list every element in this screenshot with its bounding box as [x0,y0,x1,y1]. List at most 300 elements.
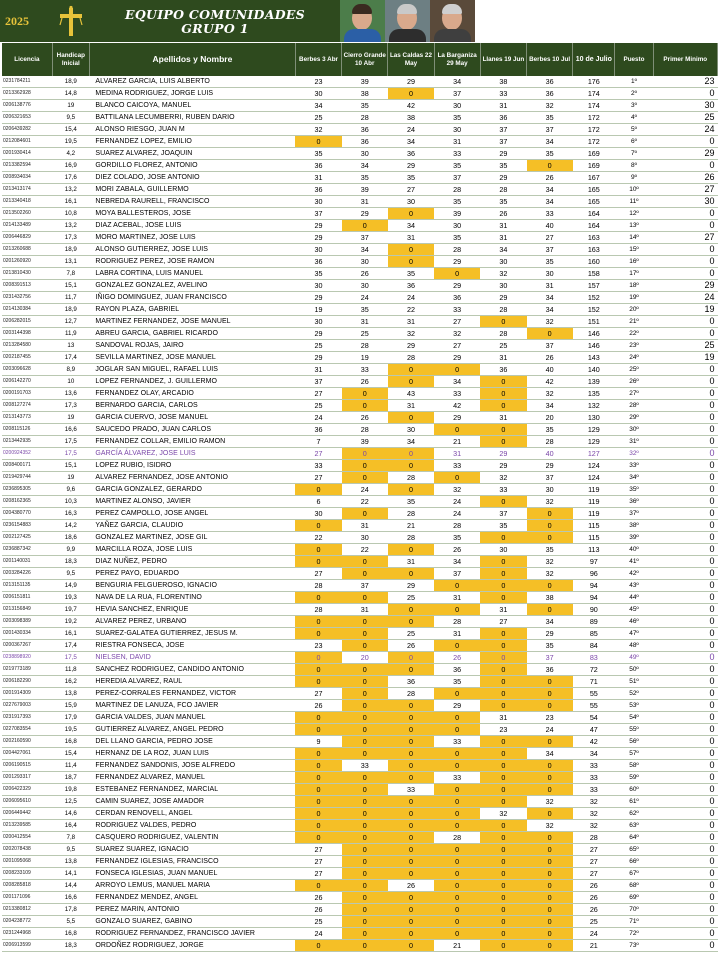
round-score: 0 [342,640,388,652]
round-score: 0 [434,640,480,652]
table-row [2,880,718,892]
round-score: 0 [295,484,341,496]
round-score: 0 [480,688,526,700]
licence-cell: 0206095610 [2,796,52,808]
round-score: 28 [434,520,480,532]
round-score: 0 [388,712,434,724]
round-score: 30 [295,508,341,520]
round-score: 37 [480,124,526,136]
round-score: 0 [480,700,526,712]
round-score: 35 [527,148,573,160]
table-row [2,508,718,520]
first-minimum-cell: 0 [653,868,717,880]
handicap-cell: 17,4 [52,640,89,652]
licence-cell: 0200191703 [2,388,52,400]
round-score: 27 [527,232,573,244]
round-score: 0 [527,688,573,700]
table-row [2,592,718,604]
round-score: 28 [434,616,480,628]
table-row [2,820,718,832]
player-name: BATTILANA LECUMBERRI, RUBEN DARIO [89,112,295,124]
round-score: 0 [342,808,388,820]
handicap-cell: 14,9 [52,580,89,592]
round-score: 0 [342,700,388,712]
table-row [2,472,718,484]
round-score: 26 [342,376,388,388]
handicap-cell: 16,8 [52,928,89,940]
round-score: 0 [527,604,573,616]
round-score: 0 [342,820,388,832]
table-row [2,160,718,172]
licence-cell: 0206138776 [2,100,52,112]
total-score: 139 [573,376,615,388]
player-name: HERNANZ DE LA ROZ, JUAN LUIS [89,748,295,760]
round-score: 34 [295,100,341,112]
licence-cell: 0208285818 [2,880,52,892]
table-row [2,676,718,688]
col-round-3: Las Caldas 22 May [388,43,434,76]
table-row [2,928,718,940]
table-row [2,424,718,436]
position-cell: 6º [615,136,653,148]
round-score: 31 [434,448,480,460]
round-score: 0 [388,568,434,580]
round-score: 31 [480,232,526,244]
player-name: GONZALEZ GONZALEZ, AVELINO [89,280,295,292]
total-score: 90 [573,604,615,616]
round-score: 0 [527,700,573,712]
total-score: 152 [573,304,615,316]
player-name: PEREZ MARIN, ANTONIO [89,904,295,916]
player-name: IÑIGO DOMINGUEZ, JUAN FRANCISCO [89,292,295,304]
first-minimum-cell: 0 [653,880,717,892]
round-score: 30 [388,424,434,436]
position-cell: 33º [615,460,653,472]
position-cell: 39º [615,532,653,544]
table-row [2,556,718,568]
round-score: 0 [480,592,526,604]
round-score: 0 [342,676,388,688]
round-score: 22 [388,304,434,316]
table-row [2,400,718,412]
round-score: 0 [434,856,480,868]
total-score: 42 [573,736,615,748]
table-row [2,784,718,796]
round-score: 31 [480,712,526,724]
table-row [2,352,718,364]
round-score: 29 [342,208,388,220]
total-score: 97 [573,556,615,568]
table-row [2,460,718,472]
handicap-cell: 10,8 [52,208,89,220]
licence-cell: 0201171096 [2,892,52,904]
player-photo [385,0,430,42]
handicap-cell: 9,6 [52,484,89,496]
player-name: MARTINEZ DE LANUZA, FCO JAVIER [89,700,295,712]
first-minimum-cell: 0 [653,556,717,568]
round-score: 0 [388,256,434,268]
licence-cell: 0238898920 [2,652,52,664]
round-score: 9 [295,736,341,748]
round-score: 0 [295,628,341,640]
table-row [2,412,718,424]
round-score: 30 [342,256,388,268]
handicap-cell: 17,3 [52,232,89,244]
round-score: 35 [434,532,480,544]
round-score: 28 [480,184,526,196]
first-minimum-cell: 0 [653,568,717,580]
round-score: 39 [342,436,388,448]
player-name: SUAREZ SUAREZ, IGNACIO [89,844,295,856]
position-cell: 65º [615,844,653,856]
table-row [2,232,718,244]
round-score: 0 [434,604,480,616]
position-cell: 3º [615,100,653,112]
first-minimum-cell: 24 [653,124,717,136]
round-score: 0 [434,748,480,760]
round-score: 39 [434,208,480,220]
handicap-cell: 18,3 [52,940,89,952]
table-row [2,304,718,316]
player-name: SUAREZ-GALATEA GUTIERREZ, JESUS M. [89,628,295,640]
total-score: 21 [573,940,615,952]
round-score: 28 [434,184,480,196]
player-name: MORO MARTINEZ, JOSE LUIS [89,232,295,244]
table-row [2,76,718,88]
first-minimum-cell: 25 [653,112,717,124]
round-score: 35 [295,148,341,160]
round-score: 26 [342,412,388,424]
position-cell: 56º [615,736,653,748]
table-row [2,892,718,904]
round-score: 0 [295,520,341,532]
col-position: Puesto [615,43,653,76]
handicap-cell: 9,5 [52,844,89,856]
header-banner [0,0,475,42]
round-score: 0 [480,556,526,568]
round-score: 0 [527,160,573,172]
handicap-cell: 12,5 [52,796,89,808]
first-minimum-cell: 0 [653,508,717,520]
round-score: 0 [480,388,526,400]
first-minimum-cell: 0 [653,580,717,592]
total-score: 24 [573,928,615,940]
total-score: 163 [573,232,615,244]
round-score: 0 [527,532,573,544]
total-score: 119 [573,484,615,496]
player-name: GUTIERREZ ALVAREZ, ANGEL PEDRO [89,724,295,736]
total-score: 32 [573,796,615,808]
col-first-minimum: Primer Minimo [653,43,717,76]
round-score: 26 [480,208,526,220]
licence-cell: 0213156849 [2,604,52,616]
round-score: 30 [480,256,526,268]
round-score: 0 [480,916,526,928]
round-score: 36 [295,256,341,268]
player-name: ALONSO GUTIERREZ, JOSE LUIS [89,244,295,256]
licence-cell: 0202160590 [2,736,52,748]
round-score: 0 [342,556,388,568]
round-score: 31 [480,412,526,424]
first-minimum-cell: 0 [653,268,717,280]
handicap-cell: 17,8 [52,904,89,916]
position-cell: 53º [615,700,653,712]
first-minimum-cell: 0 [653,664,717,676]
position-cell: 64º [615,832,653,844]
first-minimum-cell: 23 [653,76,717,88]
table-row [2,772,718,784]
licence-cell: 0202078438 [2,844,52,856]
round-score: 31 [434,136,480,148]
first-minimum-cell: 19 [653,304,717,316]
handicap-cell: 19,2 [52,616,89,628]
round-score: 0 [527,916,573,928]
round-score: 0 [295,676,341,688]
player-photos [340,0,475,42]
round-score: 30 [480,280,526,292]
player-name: HEVIA SANCHEZ, ENRIQUE [89,604,295,616]
round-score: 24 [527,724,573,736]
round-score: 31 [388,400,434,412]
round-score: 34 [434,556,480,568]
round-score: 0 [527,508,573,520]
handicap-cell: 16,6 [52,892,89,904]
total-score: 25 [573,916,615,928]
round-score: 26 [342,268,388,280]
position-cell: 27º [615,388,653,400]
position-cell: 42º [615,568,653,580]
round-score: 28 [295,604,341,616]
round-score: 36 [480,364,526,376]
player-name: ALVAREZ PEREZ, URBANO [89,616,295,628]
table-row [2,436,718,448]
player-name: MORI ZABALA, GUILLERMO [89,184,295,196]
round-score: 30 [480,544,526,556]
first-minimum-cell: 26 [653,172,717,184]
round-score: 28 [342,424,388,436]
total-score: 55 [573,700,615,712]
handicap-cell: 7,8 [52,268,89,280]
total-score: 164 [573,220,615,232]
round-score: 0 [527,868,573,880]
table-row [2,448,718,460]
player-name: SUAREZ ALVAREZ, JOAQUIN [89,148,295,160]
licence-cell: 0219429744 [2,472,52,484]
round-score: 35 [480,196,526,208]
round-score: 23 [480,724,526,736]
licence-cell: 0206182290 [2,676,52,688]
total-score: 27 [573,868,615,880]
licence-cell: 0208400171 [2,460,52,472]
round-score: 0 [480,928,526,940]
handicap-cell: 5,5 [52,916,89,928]
first-minimum-cell: 0 [653,856,717,868]
table-row [2,700,718,712]
round-score: 29 [434,352,480,364]
licence-cell: 0227083554 [2,724,52,736]
round-score: 0 [434,724,480,736]
round-score: 36 [434,292,480,304]
handicap-cell: 19,3 [52,592,89,604]
round-score: 0 [434,784,480,796]
table-row [2,124,718,136]
licence-cell: 0203284226 [2,568,52,580]
player-name: DIEZ COLADO, JOSE ANTONIO [89,172,295,184]
round-score: 32 [527,100,573,112]
table-row [2,604,718,616]
round-score: 0 [342,616,388,628]
round-score: 0 [295,556,341,568]
round-score: 28 [434,832,480,844]
player-name: ALONSO RIESGO, JUAN M [89,124,295,136]
player-name: RIESTRA FONSECA, JOSE [89,640,295,652]
table-row [2,532,718,544]
table-row [2,220,718,232]
total-score: 124 [573,472,615,484]
position-cell: 58º [615,760,653,772]
table-row [2,724,718,736]
table-row [2,340,718,352]
total-score: 127 [573,448,615,460]
round-score: 36 [342,136,388,148]
licence-cell: 0214130384 [2,304,52,316]
round-score: 0 [388,748,434,760]
round-score: 28 [388,508,434,520]
table-body [2,76,718,952]
round-score: 31 [342,196,388,208]
round-score: 37 [527,244,573,256]
round-score: 0 [480,868,526,880]
total-score: 34 [573,748,615,760]
round-score: 23 [295,640,341,652]
player-name: BENGURIA FELGUEROSO, IGNACIO [89,580,295,592]
handicap-cell: 19,8 [52,784,89,796]
round-score: 0 [480,856,526,868]
licence-cell: 0201293317 [2,772,52,784]
table-row [2,388,718,400]
total-score: 33 [573,772,615,784]
first-minimum-cell: 0 [653,760,717,772]
handicap-cell: 18,9 [52,244,89,256]
licence-cell: 0206913599 [2,940,52,952]
first-minimum-cell: 0 [653,784,717,796]
round-score: 31 [388,556,434,568]
position-cell: 22º [615,328,653,340]
handicap-cell: 13,1 [52,256,89,268]
handicap-cell: 17,6 [52,172,89,184]
round-score: 31 [295,172,341,184]
first-minimum-cell: 27 [653,184,717,196]
round-score: 26 [295,904,341,916]
table-row [2,172,718,184]
round-score: 0 [480,748,526,760]
total-score: 71 [573,676,615,688]
round-score: 39 [342,184,388,196]
round-score: 0 [480,760,526,772]
round-score: 0 [342,220,388,232]
total-score: 115 [573,520,615,532]
player-name: NEBREDA RAURELL, FRANCISCO [89,196,295,208]
position-cell: 4º [615,112,653,124]
licence-cell: 0202127425 [2,532,52,544]
licence-cell: 0231432756 [2,292,52,304]
position-cell: 49º [615,652,653,664]
licence-cell: 0206439282 [2,124,52,136]
round-score: 29 [388,160,434,172]
round-score: 29 [295,292,341,304]
round-score: 0 [527,676,573,688]
first-minimum-cell: 0 [653,412,717,424]
position-cell: 47º [615,628,653,640]
round-score: 0 [388,928,434,940]
round-score: 36 [342,124,388,136]
table-header [2,43,718,76]
round-score: 24 [434,496,480,508]
round-score: 32 [480,268,526,280]
round-score: 37 [527,124,573,136]
title-line-1: EQUIPO COMUNIDADES [125,7,305,22]
licence-cell: 0236154883 [2,520,52,532]
round-score: 0 [388,664,434,676]
first-minimum-cell: 0 [653,820,717,832]
round-score: 32 [434,328,480,340]
handicap-cell: 18,9 [52,304,89,316]
round-score: 24 [342,484,388,496]
licence-cell: 0206151811 [2,592,52,604]
position-cell: 46º [615,616,653,628]
round-score: 0 [342,712,388,724]
round-score: 35 [527,640,573,652]
round-score: 27 [295,688,341,700]
round-score: 32 [527,820,573,832]
round-score: 0 [342,448,388,460]
round-score: 27 [388,184,434,196]
round-score: 34 [434,376,480,388]
handicap-cell: 14,8 [52,88,89,100]
player-name: SAUCEDO PRADO, JUAN CARLOS [89,424,295,436]
handicap-cell: 13,2 [52,184,89,196]
round-score: 29 [388,340,434,352]
licence-cell: 0219773189 [2,664,52,676]
round-score: 0 [434,928,480,940]
handicap-cell: 16,3 [52,508,89,520]
round-score: 23 [295,76,341,88]
round-score: 0 [295,880,341,892]
round-score: 30 [434,124,480,136]
round-score: 35 [527,424,573,436]
round-score: 0 [388,832,434,844]
round-score: 36 [527,76,573,88]
ranking-table [2,43,718,952]
table-row [2,760,718,772]
licence-cell: 0201430334 [2,628,52,640]
round-score: 0 [434,868,480,880]
position-cell: 50º [615,664,653,676]
position-cell: 9º [615,172,653,184]
licence-cell: 0200924352 [2,448,52,460]
total-score: 129 [573,436,615,448]
total-score: 151 [573,316,615,328]
round-score: 0 [295,796,341,808]
position-cell: 69º [615,892,653,904]
total-score: 165 [573,196,615,208]
player-name: BERNARDO GARCIA, CARLOS [89,400,295,412]
handicap-cell: 15,4 [52,748,89,760]
round-score: 0 [527,832,573,844]
first-minimum-cell: 0 [653,916,717,928]
round-score: 0 [480,532,526,544]
position-cell: 25º [615,364,653,376]
